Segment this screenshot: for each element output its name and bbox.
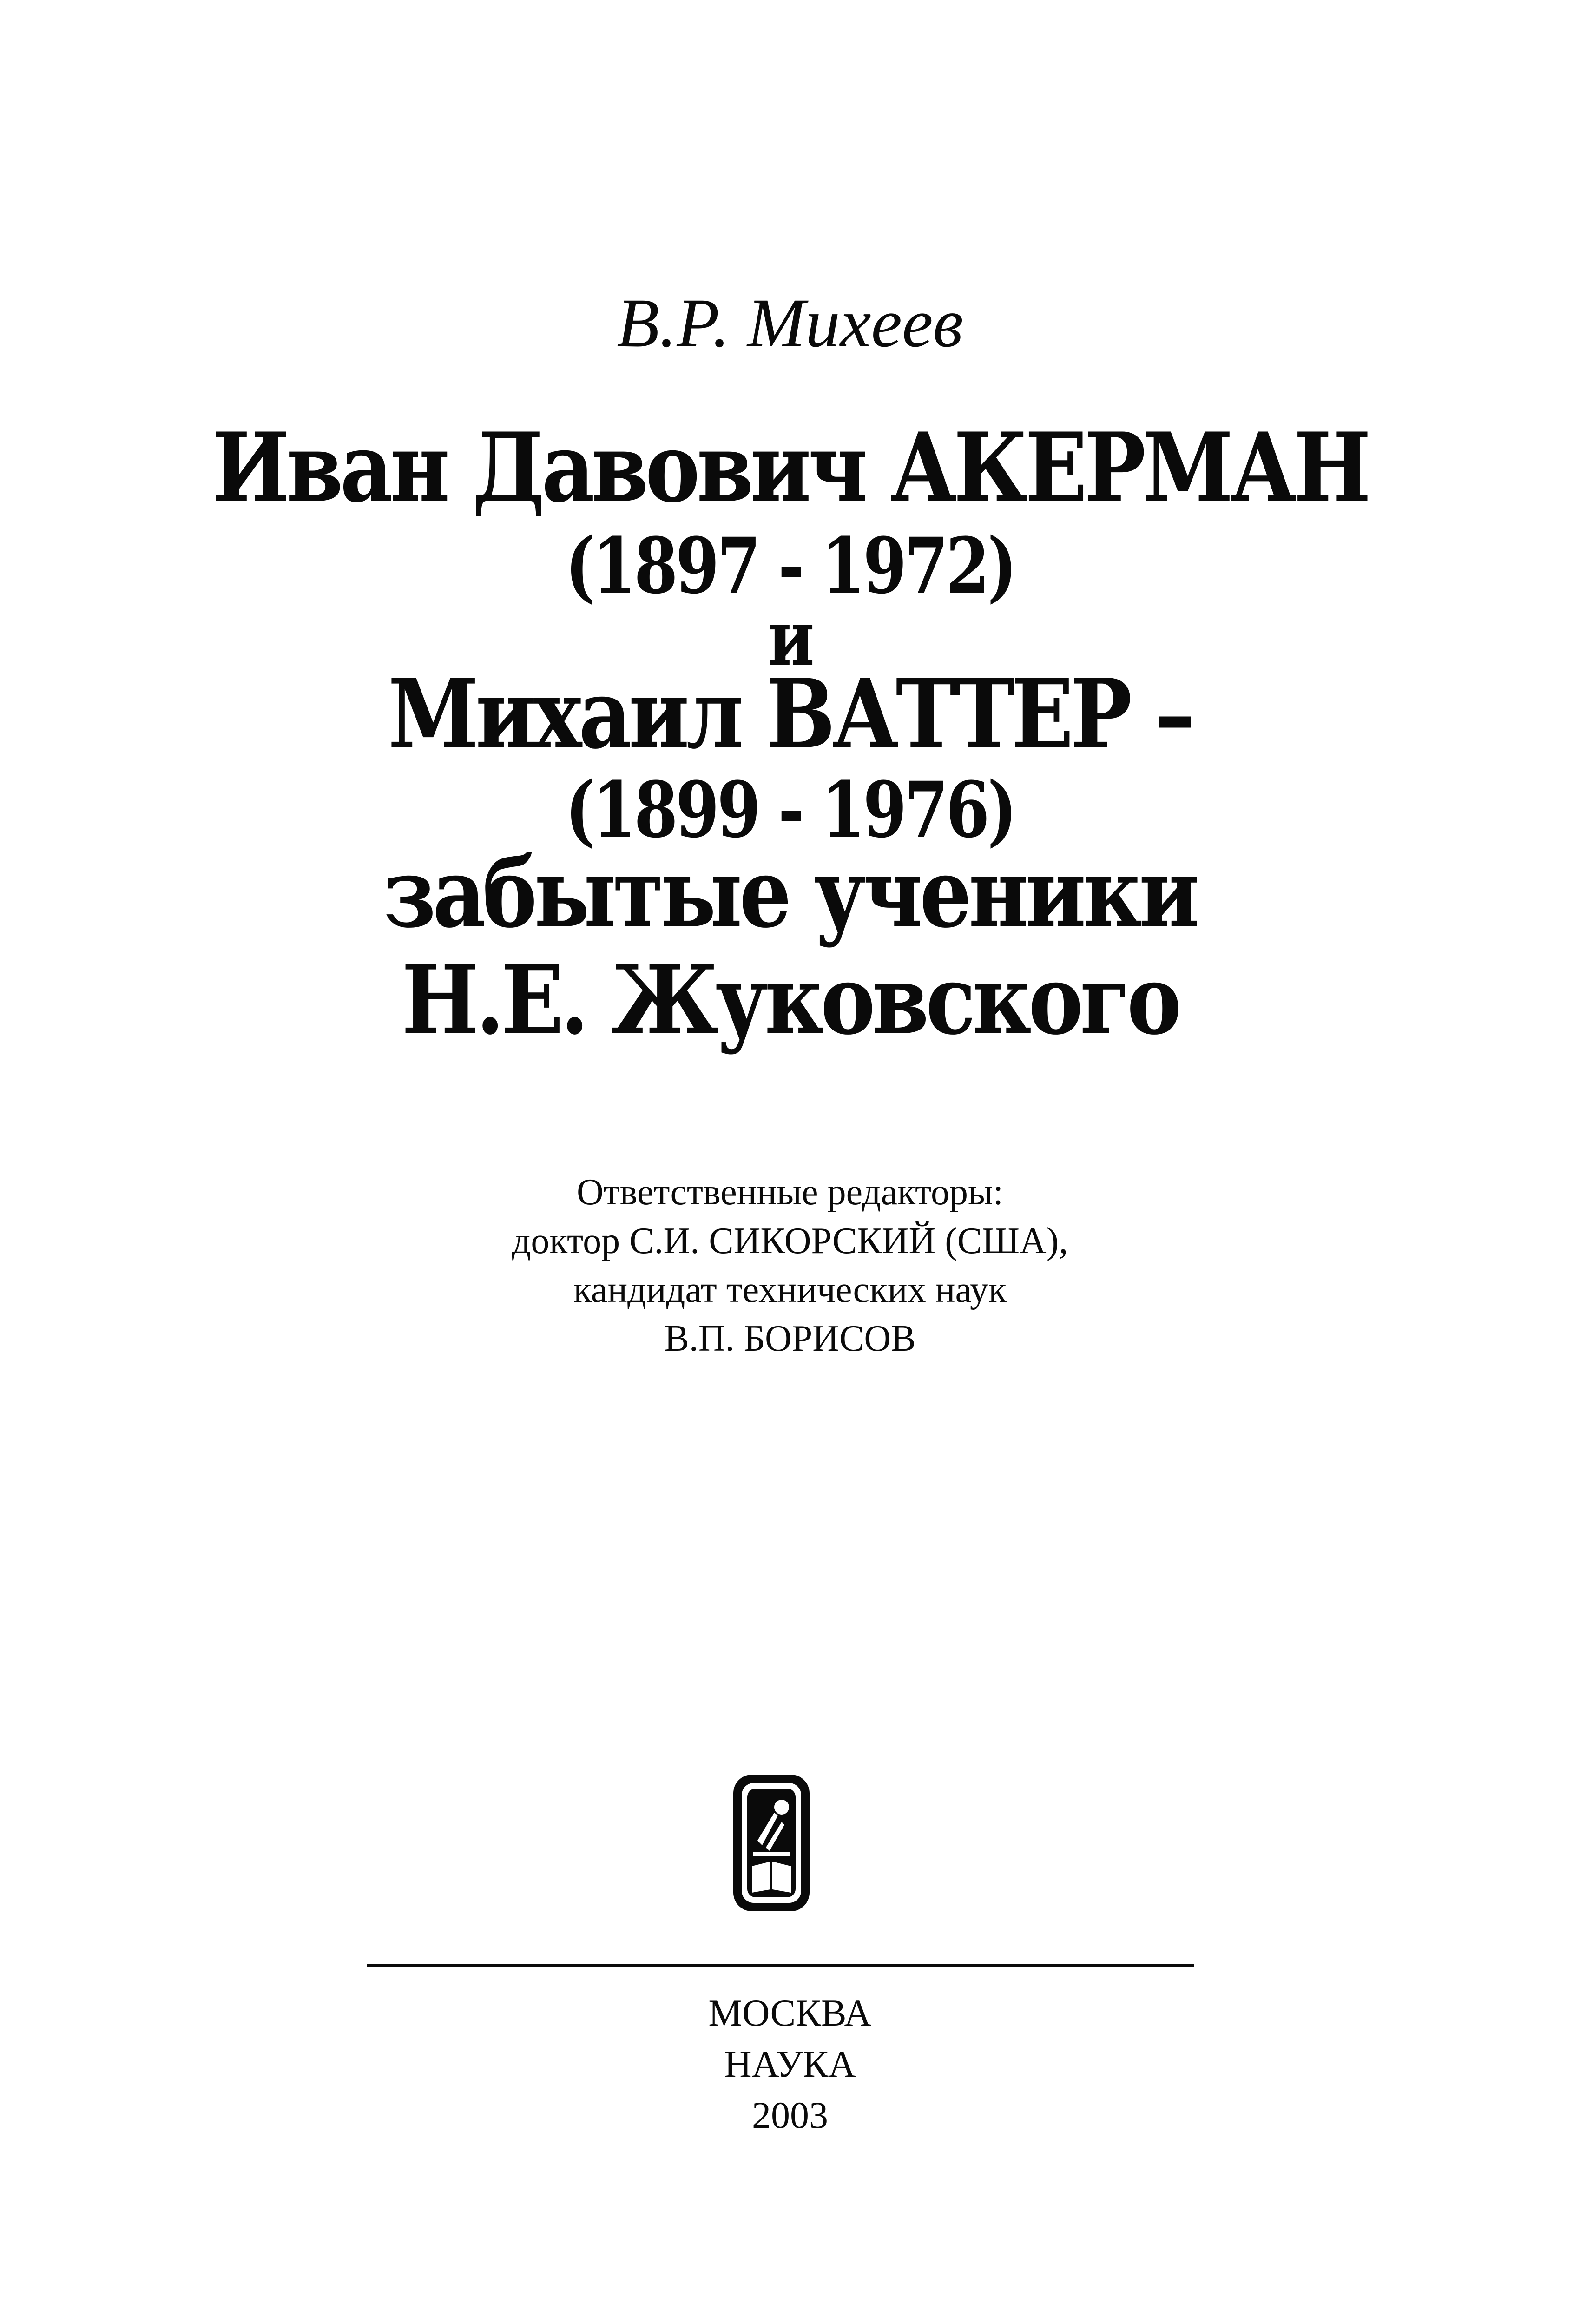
title-line-6: забытые ученики [383, 838, 1197, 949]
title-line-7: Н.Е. Жуковского [402, 944, 1178, 1056]
imprint-city: МОСКВА [708, 1992, 872, 2034]
editors-heading: Ответственные редакторы: [576, 1172, 1003, 1213]
imprint-publisher: НАУКА [724, 2043, 856, 2085]
publisher-logo-icon [730, 1771, 813, 1915]
editors-line-3: кандидат технических наук [573, 1269, 1007, 1310]
title-line-2: (1897 - 1972) [565, 521, 1015, 611]
divider-rule [367, 1964, 1194, 1967]
title-line-3: и [768, 593, 812, 683]
editors-line-4: В.П. БОРИСОВ [664, 1318, 916, 1359]
title-line-4: Михаил ВАТТЕР – [388, 659, 1192, 770]
title-line-5: (1899 - 1976) [565, 765, 1015, 855]
editors-line-2: доктор С.И. СИКОРСКИЙ (США), [512, 1221, 1068, 1261]
title-line-1: Иван Давович АКЕРМАН [212, 412, 1368, 524]
imprint-year: 2003 [752, 2094, 828, 2136]
author-name: В.Р. Михеев [617, 284, 963, 362]
